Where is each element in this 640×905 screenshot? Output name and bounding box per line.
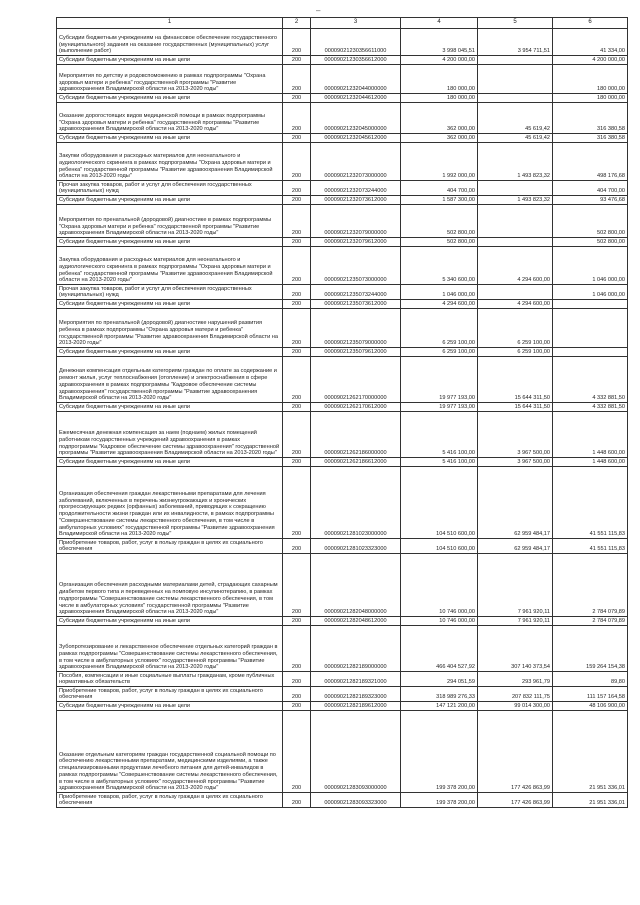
- table-row: [57, 617, 628, 626]
- row-budget-code: 00009021283093000000: [311, 711, 401, 793]
- row-budget-code: 00009021282189000000: [311, 626, 401, 672]
- header-col-2: 2: [283, 18, 311, 29]
- row-line-code: 200: [283, 247, 311, 285]
- row-executed-amount: [478, 285, 553, 300]
- row-executed-amount: 62 959 484,17: [478, 467, 553, 539]
- row-executed-amount: 307 140 373,54: [478, 626, 553, 672]
- table-row: [57, 143, 628, 181]
- row-description: Субсидии бюджетным учреждениям на иные цели: [57, 300, 283, 309]
- row-description: Мероприятия по пренатальной (дородовой) диагностике нарушений развития ребенка в рамках подпрограммы "Охрана здоровья матери и ребенка" государственной программы "Развитие здравоохранения Владимирской области на 2013-2020 годы": [57, 309, 283, 348]
- row-unexecuted-amount: 502 800,00: [553, 238, 628, 247]
- row-description: Денежная компенсация отдельным категориям граждан по оплате за содержание и ремонт жилья, услуг теплоснабжения (отопление) и электроснабжения в сфере здравоохранения в рамках подпрограммы "Кадровое обеспечение системы здравоохранения" государственной программы "Развитие здравоохранения Владимирской области на 2013-2020 годы": [57, 357, 283, 403]
- row-executed-amount: 7 961 920,11: [478, 554, 553, 617]
- row-approved-amount: 1 587 300,00: [401, 196, 478, 205]
- row-description: Субсидии бюджетным учреждениям на иные цели: [57, 56, 283, 65]
- table-row: [57, 285, 628, 300]
- row-budget-code: 00009021235073612000: [311, 300, 401, 309]
- row-executed-amount: [478, 65, 553, 94]
- row-budget-code: 00009021232044000000: [311, 65, 401, 94]
- row-budget-code: 00009021282189323000: [311, 687, 401, 702]
- row-approved-amount: 104 510 600,00: [401, 539, 478, 554]
- header-col-6: 6: [553, 18, 628, 29]
- table-row: [57, 539, 628, 554]
- row-line-code: 200: [283, 309, 311, 348]
- row-executed-amount: 7 961 920,11: [478, 617, 553, 626]
- row-budget-code: 00009021282048612000: [311, 617, 401, 626]
- table-row: [57, 554, 628, 617]
- row-approved-amount: 6 259 100,00: [401, 348, 478, 357]
- row-description: Организация обеспечения расходными материалами детей, страдающих сахарным диабетом первого типа и переведенных на помповую инсулинотерапию, в рамках подпрограммы "Совершенствование системы лекарственного обеспечения, в том числе в амбулаторных условиях" государственной программы "Развитие здравоохранения Владимирской области на 2013-2020 годы": [57, 554, 283, 617]
- row-budget-code: 00009021235079000000: [311, 309, 401, 348]
- row-budget-code: 00009021232045000000: [311, 103, 401, 134]
- row-unexecuted-amount: 41 551 115,83: [553, 539, 628, 554]
- row-executed-amount: 6 259 100,00: [478, 348, 553, 357]
- row-line-code: 200: [283, 181, 311, 196]
- row-line-code: 200: [283, 711, 311, 793]
- table-row: [57, 357, 628, 403]
- row-unexecuted-amount: 498 176,68: [553, 143, 628, 181]
- table-row: [57, 134, 628, 143]
- row-approved-amount: 19 977 193,00: [401, 357, 478, 403]
- row-approved-amount: 5 416 100,00: [401, 458, 478, 467]
- row-unexecuted-amount: 1 448 600,00: [553, 412, 628, 458]
- row-unexecuted-amount: 41 334,00: [553, 29, 628, 56]
- row-unexecuted-amount: 111 157 164,58: [553, 687, 628, 702]
- row-line-code: 200: [283, 539, 311, 554]
- row-description: Пособия, компенсации и иные социальные выплаты гражданам, кроме публичных нормативных обязательств: [57, 672, 283, 687]
- row-description: Субсидии бюджетным учреждениям на финансовое обеспечение государственного (муниципального) задания на оказание государственных (муниципальных) услуг (выполнение работ): [57, 29, 283, 56]
- row-line-code: 200: [283, 285, 311, 300]
- table-row: [57, 687, 628, 702]
- row-executed-amount: 99 014 300,00: [478, 702, 553, 711]
- row-approved-amount: 502 800,00: [401, 205, 478, 238]
- row-approved-amount: 4 294 600,00: [401, 300, 478, 309]
- table-row: [57, 238, 628, 247]
- row-executed-amount: 293 961,79: [478, 672, 553, 687]
- row-budget-code: 00009021235079612000: [311, 348, 401, 357]
- table-header-row: [57, 18, 628, 29]
- table-row: [57, 348, 628, 357]
- row-executed-amount: 15 644 311,50: [478, 403, 553, 412]
- row-description: Субсидии бюджетным учреждениям на иные цели: [57, 403, 283, 412]
- row-description: Субсидии бюджетным учреждениям на иные цели: [57, 94, 283, 103]
- row-description: Приобретение товаров, работ, услуг в пользу граждан в целях их социального обеспечения: [57, 793, 283, 808]
- row-description: Мероприятия по детству и родовспоможению в рамках подпрограммы "Охрана здоровья матери и ребенка" государственной программы "Развитие здравоохранения Владимирской области на 2013-2020 годы": [57, 65, 283, 94]
- row-executed-amount: 1 493 823,32: [478, 196, 553, 205]
- row-unexecuted-amount: 502 800,00: [553, 205, 628, 238]
- row-unexecuted-amount: 316 380,58: [553, 134, 628, 143]
- row-line-code: 200: [283, 300, 311, 309]
- row-approved-amount: 1 992 000,00: [401, 143, 478, 181]
- table-row: [57, 94, 628, 103]
- table-row: [57, 309, 628, 348]
- row-approved-amount: 5 416 100,00: [401, 412, 478, 458]
- row-unexecuted-amount: 4 200 000,00: [553, 56, 628, 65]
- row-executed-amount: [478, 181, 553, 196]
- row-budget-code: 00009021232045612000: [311, 134, 401, 143]
- row-description: Прочая закупка товаров, работ и услуг для обеспечения государственных (муниципальных) нужд: [57, 181, 283, 196]
- table-row: [57, 702, 628, 711]
- row-unexecuted-amount: 21 951 336,01: [553, 793, 628, 808]
- row-unexecuted-amount: 4 332 881,50: [553, 357, 628, 403]
- row-unexecuted-amount: 48 106 900,00: [553, 702, 628, 711]
- row-budget-code: 00009021262170612000: [311, 403, 401, 412]
- row-approved-amount: 199 378 200,00: [401, 711, 478, 793]
- row-unexecuted-amount: 316 380,58: [553, 103, 628, 134]
- row-unexecuted-amount: 404 700,00: [553, 181, 628, 196]
- row-approved-amount: 362 000,00: [401, 103, 478, 134]
- row-executed-amount: 6 259 100,00: [478, 309, 553, 348]
- row-unexecuted-amount: 159 264 154,38: [553, 626, 628, 672]
- row-line-code: 200: [283, 29, 311, 56]
- row-approved-amount: 294 051,59: [401, 672, 478, 687]
- table-row: [57, 247, 628, 285]
- row-budget-code: 00009021281023323000: [311, 539, 401, 554]
- row-line-code: 200: [283, 702, 311, 711]
- table-row: [57, 29, 628, 56]
- row-executed-amount: 207 832 111,75: [478, 687, 553, 702]
- row-line-code: 200: [283, 554, 311, 617]
- row-unexecuted-amount: 93 476,68: [553, 196, 628, 205]
- row-unexecuted-amount: 1 046 000,00: [553, 285, 628, 300]
- row-description: Оказание дорогостоящих видов медицинской помощи в рамках подпрограммы "Охрана здоровья матери и ребенка" государственной программы "Развитие здравоохранения Владимирской области на 2013-2020 годы": [57, 103, 283, 134]
- row-line-code: 200: [283, 143, 311, 181]
- row-budget-code: 00009021262186000000: [311, 412, 401, 458]
- row-approved-amount: 10 746 000,00: [401, 617, 478, 626]
- row-unexecuted-amount: 21 951 336,01: [553, 711, 628, 793]
- row-line-code: 200: [283, 65, 311, 94]
- row-description: Субсидии бюджетным учреждениям на иные цели: [57, 238, 283, 247]
- table-row: [57, 181, 628, 196]
- row-executed-amount: 45 619,42: [478, 103, 553, 134]
- header-col-3: 3: [311, 18, 401, 29]
- row-description: Закупка оборудования и расходных материалов для неонатального и аудиологического скрининга в рамках подпрограммы "Охрана здоровья матери и ребенка" государственной программы "Развитие здравоохранения Владимирской области на 2013-2020 годы": [57, 247, 283, 285]
- table-row: [57, 711, 628, 793]
- row-description: Субсидии бюджетным учреждениям на иные цели: [57, 458, 283, 467]
- row-budget-code: 00009021232079612000: [311, 238, 401, 247]
- row-unexecuted-amount: [553, 300, 628, 309]
- row-budget-code: 00009021262170000000: [311, 357, 401, 403]
- row-description: Субсидии бюджетным учреждениям на иные цели: [57, 348, 283, 357]
- row-description: Прочая закупка товаров, работ и услуг для обеспечения государственных (муниципальных) нужд: [57, 285, 283, 300]
- row-executed-amount: 1 493 823,32: [478, 143, 553, 181]
- row-executed-amount: 177 426 863,99: [478, 793, 553, 808]
- row-budget-code: 00009021232073612000: [311, 196, 401, 205]
- row-unexecuted-amount: 1 046 000,00: [553, 247, 628, 285]
- row-line-code: 200: [283, 687, 311, 702]
- row-unexecuted-amount: 41 551 115,83: [553, 467, 628, 539]
- table-row: [57, 65, 628, 94]
- row-line-code: 200: [283, 403, 311, 412]
- row-budget-code: 00009021232079000000: [311, 205, 401, 238]
- row-approved-amount: 404 700,00: [401, 181, 478, 196]
- row-approved-amount: 180 000,00: [401, 94, 478, 103]
- row-description: Мероприятия по пренатальной (дородовой) диагностике в рамках подпрограммы "Охрана здоровья матери и ребенка" государственной программы "Развитие здравоохранения Владимирской области на 2013-2020 годы": [57, 205, 283, 238]
- table-row: [57, 793, 628, 808]
- row-approved-amount: 502 800,00: [401, 238, 478, 247]
- row-line-code: 200: [283, 672, 311, 687]
- row-executed-amount: [478, 56, 553, 65]
- row-approved-amount: 4 200 000,00: [401, 56, 478, 65]
- row-approved-amount: 1 046 000,00: [401, 285, 478, 300]
- row-unexecuted-amount: 4 332 881,50: [553, 403, 628, 412]
- row-approved-amount: 362 000,00: [401, 134, 478, 143]
- row-unexecuted-amount: 2 784 079,89: [553, 617, 628, 626]
- row-description: Оказание отдельным категориям граждан государственной социальной помощи по обеспечению лекарственными препаратами, медицинскими изделиями, а также специализированными продуктами лечебного питания для детей-инвалидов в рамках подпрограммы "Совершенствование системы лекарственного обеспечения, в том числе в амбулаторных условиях" государственной программы "Развитие здравоохранения Владимирской области на 2013-2020 годы": [57, 711, 283, 793]
- row-budget-code: 00009021232073000000: [311, 143, 401, 181]
- row-unexecuted-amount: 2 784 079,89: [553, 554, 628, 617]
- row-budget-code: 00009021282189612000: [311, 702, 401, 711]
- row-budget-code: 00009021232044612000: [311, 94, 401, 103]
- row-executed-amount: 15 644 311,50: [478, 357, 553, 403]
- row-unexecuted-amount: 180 000,00: [553, 94, 628, 103]
- row-executed-amount: 3 967 500,00: [478, 458, 553, 467]
- row-budget-code: 00009021232073244000: [311, 181, 401, 196]
- row-executed-amount: 62 959 484,17: [478, 539, 553, 554]
- table-row: [57, 403, 628, 412]
- row-approved-amount: 19 977 193,00: [401, 403, 478, 412]
- table-row: [57, 196, 628, 205]
- row-approved-amount: 104 510 600,00: [401, 467, 478, 539]
- row-description: Приобретение товаров, работ, услуг в пользу граждан в целях их социального обеспечения: [57, 687, 283, 702]
- row-budget-code: 00009021283093323000: [311, 793, 401, 808]
- row-executed-amount: 4 294 600,00: [478, 247, 553, 285]
- row-approved-amount: 6 259 100,00: [401, 309, 478, 348]
- row-executed-amount: 45 619,42: [478, 134, 553, 143]
- row-line-code: 200: [283, 458, 311, 467]
- header-col-4: 4: [401, 18, 478, 29]
- row-budget-code: 00009021230356611000: [311, 29, 401, 56]
- row-approved-amount: 466 404 527,92: [401, 626, 478, 672]
- row-description: Ежемесячная денежная компенсация за наем (поднаем) жилых помещений работникам государственных учреждений здравоохранения в рамках подпрограммы "Кадровое обеспечение системы здравоохранения" государственной программы "Развитие здравоохранения Владимирской области на 2013-2020 годы": [57, 412, 283, 458]
- row-line-code: 200: [283, 348, 311, 357]
- row-line-code: 200: [283, 238, 311, 247]
- row-line-code: 200: [283, 134, 311, 143]
- row-executed-amount: 3 967 500,00: [478, 412, 553, 458]
- row-approved-amount: 10 746 000,00: [401, 554, 478, 617]
- table-row: [57, 626, 628, 672]
- row-budget-code: 00009021235073000000: [311, 247, 401, 285]
- row-line-code: 200: [283, 205, 311, 238]
- row-description: Субсидии бюджетным учреждениям на иные цели: [57, 702, 283, 711]
- header-col-1: 1: [57, 18, 283, 29]
- table-row: [57, 672, 628, 687]
- row-approved-amount: 180 000,00: [401, 65, 478, 94]
- page-mark: –: [316, 6, 321, 15]
- row-budget-code: 00009021282189321000: [311, 672, 401, 687]
- table-row: [57, 412, 628, 458]
- budget-execution-table: [56, 17, 628, 808]
- row-approved-amount: 3 998 045,51: [401, 29, 478, 56]
- row-budget-code: 00009021262186612000: [311, 458, 401, 467]
- table-row: [57, 103, 628, 134]
- row-unexecuted-amount: 89,80: [553, 672, 628, 687]
- row-budget-code: 00009021281023000000: [311, 467, 401, 539]
- row-executed-amount: 177 426 863,99: [478, 711, 553, 793]
- row-description: Приобретение товаров, работ, услуг в пользу граждан в целях их социального обеспечения: [57, 539, 283, 554]
- row-budget-code: 00009021230356612000: [311, 56, 401, 65]
- row-approved-amount: 5 340 600,00: [401, 247, 478, 285]
- row-line-code: 200: [283, 103, 311, 134]
- table-row: [57, 458, 628, 467]
- table-row: [57, 300, 628, 309]
- row-line-code: 200: [283, 94, 311, 103]
- row-unexecuted-amount: [553, 309, 628, 348]
- row-line-code: 200: [283, 793, 311, 808]
- row-executed-amount: [478, 94, 553, 103]
- row-line-code: 200: [283, 412, 311, 458]
- row-line-code: 200: [283, 617, 311, 626]
- table-row: [57, 205, 628, 238]
- row-line-code: 200: [283, 357, 311, 403]
- row-approved-amount: 318 989 276,33: [401, 687, 478, 702]
- row-budget-code: 00009021235073244000: [311, 285, 401, 300]
- row-unexecuted-amount: 1 448 600,00: [553, 458, 628, 467]
- row-description: Организация обеспечения граждан лекарственными препаратами для лечения заболеваний, включенных в перечень жизнеугрожающих и хронических прогрессирующих редких (орфанных) заболеваний, приводящих к сокращению продолжительности жизни граждан или их инвалидности, в рамках подпрограммы "Совершенствование системы лекарственного обеспечения, в том числе в амбулаторных условиях" государственной программы "Развитие здравоохранения Владимирской области на 2013-2020 годы": [57, 467, 283, 539]
- row-unexecuted-amount: [553, 348, 628, 357]
- row-executed-amount: [478, 205, 553, 238]
- row-description: Субсидии бюджетным учреждениям на иные цели: [57, 134, 283, 143]
- row-executed-amount: 3 954 711,51: [478, 29, 553, 56]
- row-executed-amount: [478, 238, 553, 247]
- row-description: Зубопротезирование и лекарственное обеспечение отдельных категорий граждан в рамках подпрограммы "Совершенствование системы лекарственного обеспечения, в том числе в амбулаторных условиях" государственной программы "Развитие здравоохранения Владимирской области на 2013-2020 годы": [57, 626, 283, 672]
- table-row: [57, 467, 628, 539]
- header-col-5: 5: [478, 18, 553, 29]
- row-unexecuted-amount: 180 000,00: [553, 65, 628, 94]
- row-approved-amount: 199 378 200,00: [401, 793, 478, 808]
- row-line-code: 200: [283, 467, 311, 539]
- row-description: Субсидии бюджетным учреждениям на иные цели: [57, 196, 283, 205]
- row-line-code: 200: [283, 56, 311, 65]
- row-description: Закупки оборудования и расходных материалов для неонатального и аудиологического скрининга в рамках подпрограммы "Охрана здоровья матери и ребенка" государственной программы "Развитие здравоохранения Владимирской области на 2013-2020 годы": [57, 143, 283, 181]
- row-description: Субсидии бюджетным учреждениям на иные цели: [57, 617, 283, 626]
- table-row: [57, 56, 628, 65]
- row-approved-amount: 147 121 200,00: [401, 702, 478, 711]
- row-line-code: 200: [283, 626, 311, 672]
- row-line-code: 200: [283, 196, 311, 205]
- row-budget-code: 00009021282048000000: [311, 554, 401, 617]
- row-executed-amount: 4 294 600,00: [478, 300, 553, 309]
